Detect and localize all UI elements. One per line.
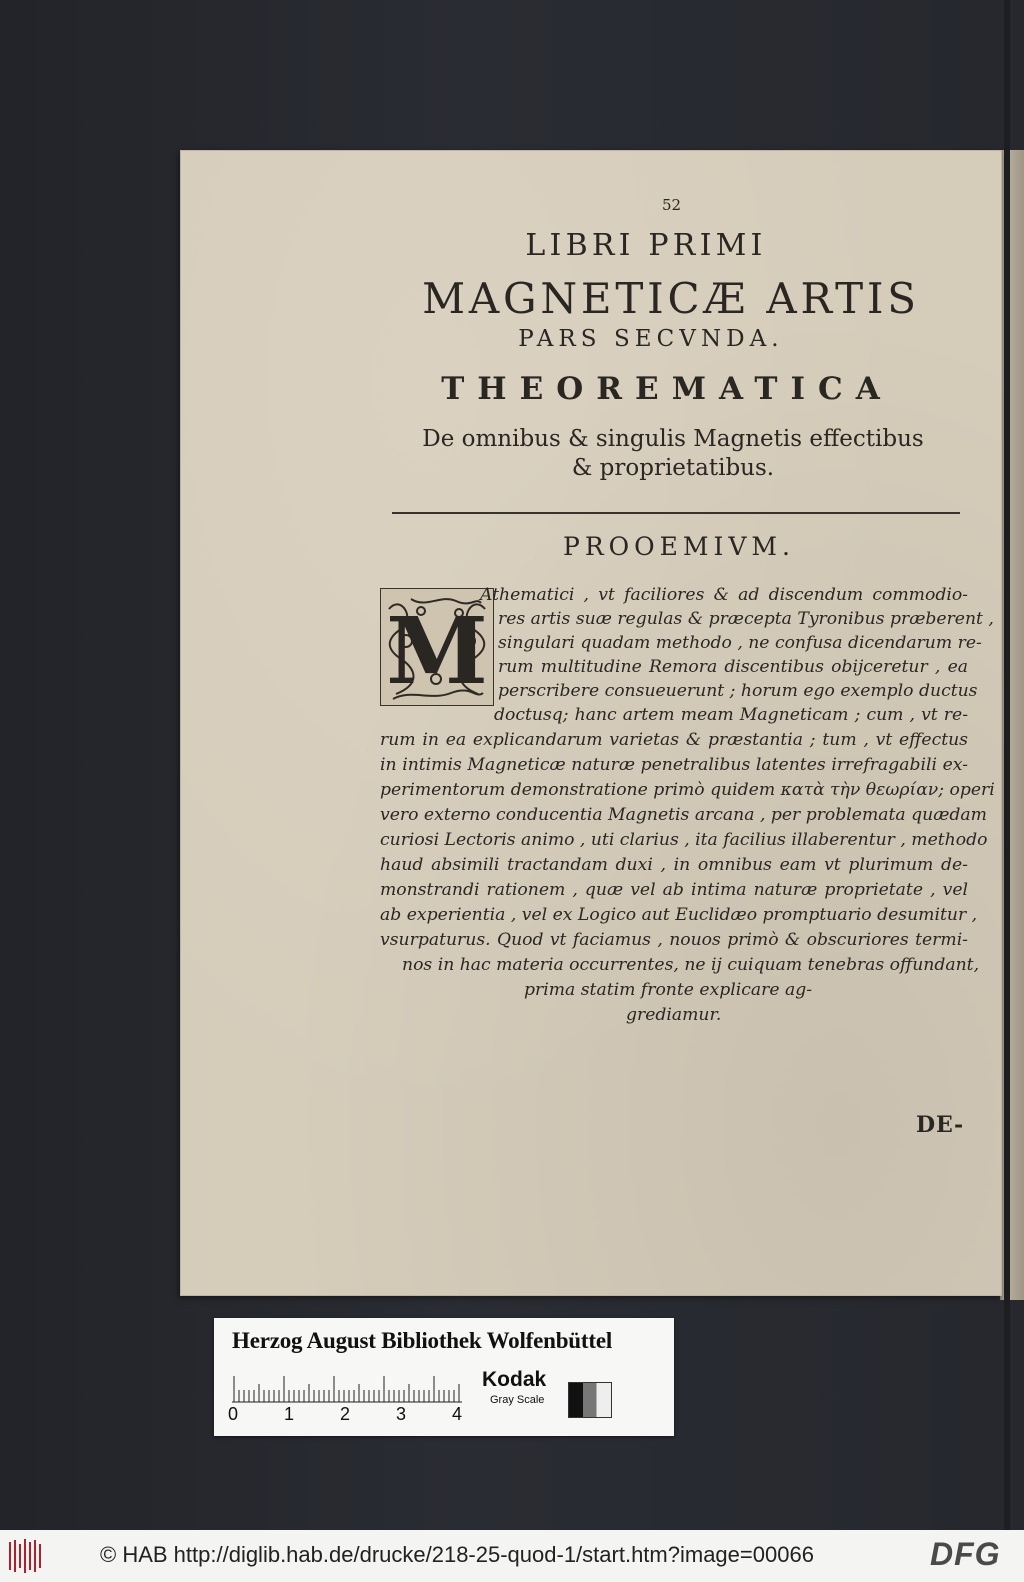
body-line-4: rum multitudine Remora discentibus obijceretur , ea bbox=[498, 657, 968, 677]
ruler-number-3: 3 bbox=[396, 1404, 407, 1424]
body-line-2: res artis suæ regulas & præcepta Tyronibus præberent , bbox=[498, 609, 994, 629]
body-line-18: grediamur. bbox=[626, 1005, 722, 1025]
body-line-15: vsurpaturus. Quod vt faciamus , nouos primò & obscuriores termi- bbox=[380, 930, 968, 950]
library-label bbox=[214, 1318, 674, 1436]
section-title: PROOEMIVM. bbox=[563, 532, 795, 561]
body-line-13: monstrandi rationem , quæ vel ab intima naturæ proprietate , vel bbox=[380, 880, 968, 900]
ruler-number-0: 0 bbox=[228, 1404, 239, 1424]
body-line-14: ab experientia , vel ex Logico aut Euclidæo promptuario desumitur , bbox=[380, 905, 978, 925]
body-line-16: nos in hac materia occurrentes, ne ij cuiquam tenebras offundant, bbox=[402, 955, 980, 975]
body-line-6: doctusq; hanc artem meam Magneticam ; cum , vt re- bbox=[494, 705, 968, 725]
body-line-3: singulari quadam methodo , ne confusa dicendarum re- bbox=[498, 633, 982, 653]
heading-magneticae-artis: MAGNETICÆ ARTIS bbox=[422, 274, 920, 323]
ruler-number-1: 1 bbox=[284, 1404, 295, 1424]
fingerprint-logo-icon bbox=[6, 1536, 46, 1576]
decorated-initial bbox=[380, 588, 494, 706]
kodak-brand: Kodak bbox=[482, 1368, 547, 1391]
page-number: 52 bbox=[662, 196, 682, 214]
body-line-10: vero externo conducentia Magnetis arcana , per problemata quædam bbox=[380, 805, 987, 825]
ruler-number-4: 4 bbox=[452, 1404, 463, 1424]
body-line-8: in intimis Magneticæ naturæ penetralibus latentes irrefragabili ex- bbox=[380, 755, 968, 775]
library-name: Herzog August Bibliothek Wolfenbüttel bbox=[232, 1328, 613, 1353]
subtitle-line-2: & proprietatibus. bbox=[571, 455, 775, 481]
catchword: DE- bbox=[916, 1112, 965, 1138]
heading-pars-secunda: PARS SECVNDA. bbox=[518, 326, 784, 352]
gray-scale-caption: Gray Scale bbox=[490, 1394, 545, 1406]
body-line-9: perimentorum demonstratione primò quidem κατὰ τὴν θεωρίαν; operi bbox=[380, 780, 995, 800]
svg-text:M: M bbox=[386, 597, 488, 705]
body-line-12: haud absimili tractandam duxi , in omnibus eam vt plurimum de- bbox=[380, 855, 968, 875]
heading-theorematica: THEOREMATICA bbox=[441, 371, 893, 407]
body-line-7: rum in ea explicandarum varietas & præstantia ; tum , vt effectus bbox=[380, 730, 968, 750]
copyright-url: © HAB http://diglib.hab.de/drucke/218-25-quod-1/start.htm?image=00066 bbox=[100, 1542, 814, 1567]
dfg-logo: DFG bbox=[930, 1536, 1001, 1572]
heading-libri-primi: LIBRI PRIMI bbox=[525, 228, 767, 263]
gray-scale-patch bbox=[568, 1382, 612, 1418]
divider-rule bbox=[392, 512, 960, 514]
subtitle-line-1: De omnibus & singulis Magnetis effectibus bbox=[422, 426, 924, 452]
ruler-number-2: 2 bbox=[340, 1404, 351, 1424]
viewer-footer bbox=[0, 1530, 1024, 1582]
ornament-initial-icon bbox=[381, 589, 493, 705]
ruler-icon bbox=[232, 1370, 472, 1410]
body-line-17: prima statim fronte explicare ag- bbox=[524, 980, 813, 1000]
body-line-5: perscribere consueuerunt ; horum ego exemplo ductus bbox=[498, 681, 978, 701]
body-line-1: Athematici , vt faciliores & ad discendum commodio- bbox=[480, 585, 968, 605]
book-page bbox=[180, 150, 1002, 1296]
body-line-11: curiosi Lectoris animo , uti clarius , ita facilius illaberentur , methodo bbox=[380, 830, 988, 850]
